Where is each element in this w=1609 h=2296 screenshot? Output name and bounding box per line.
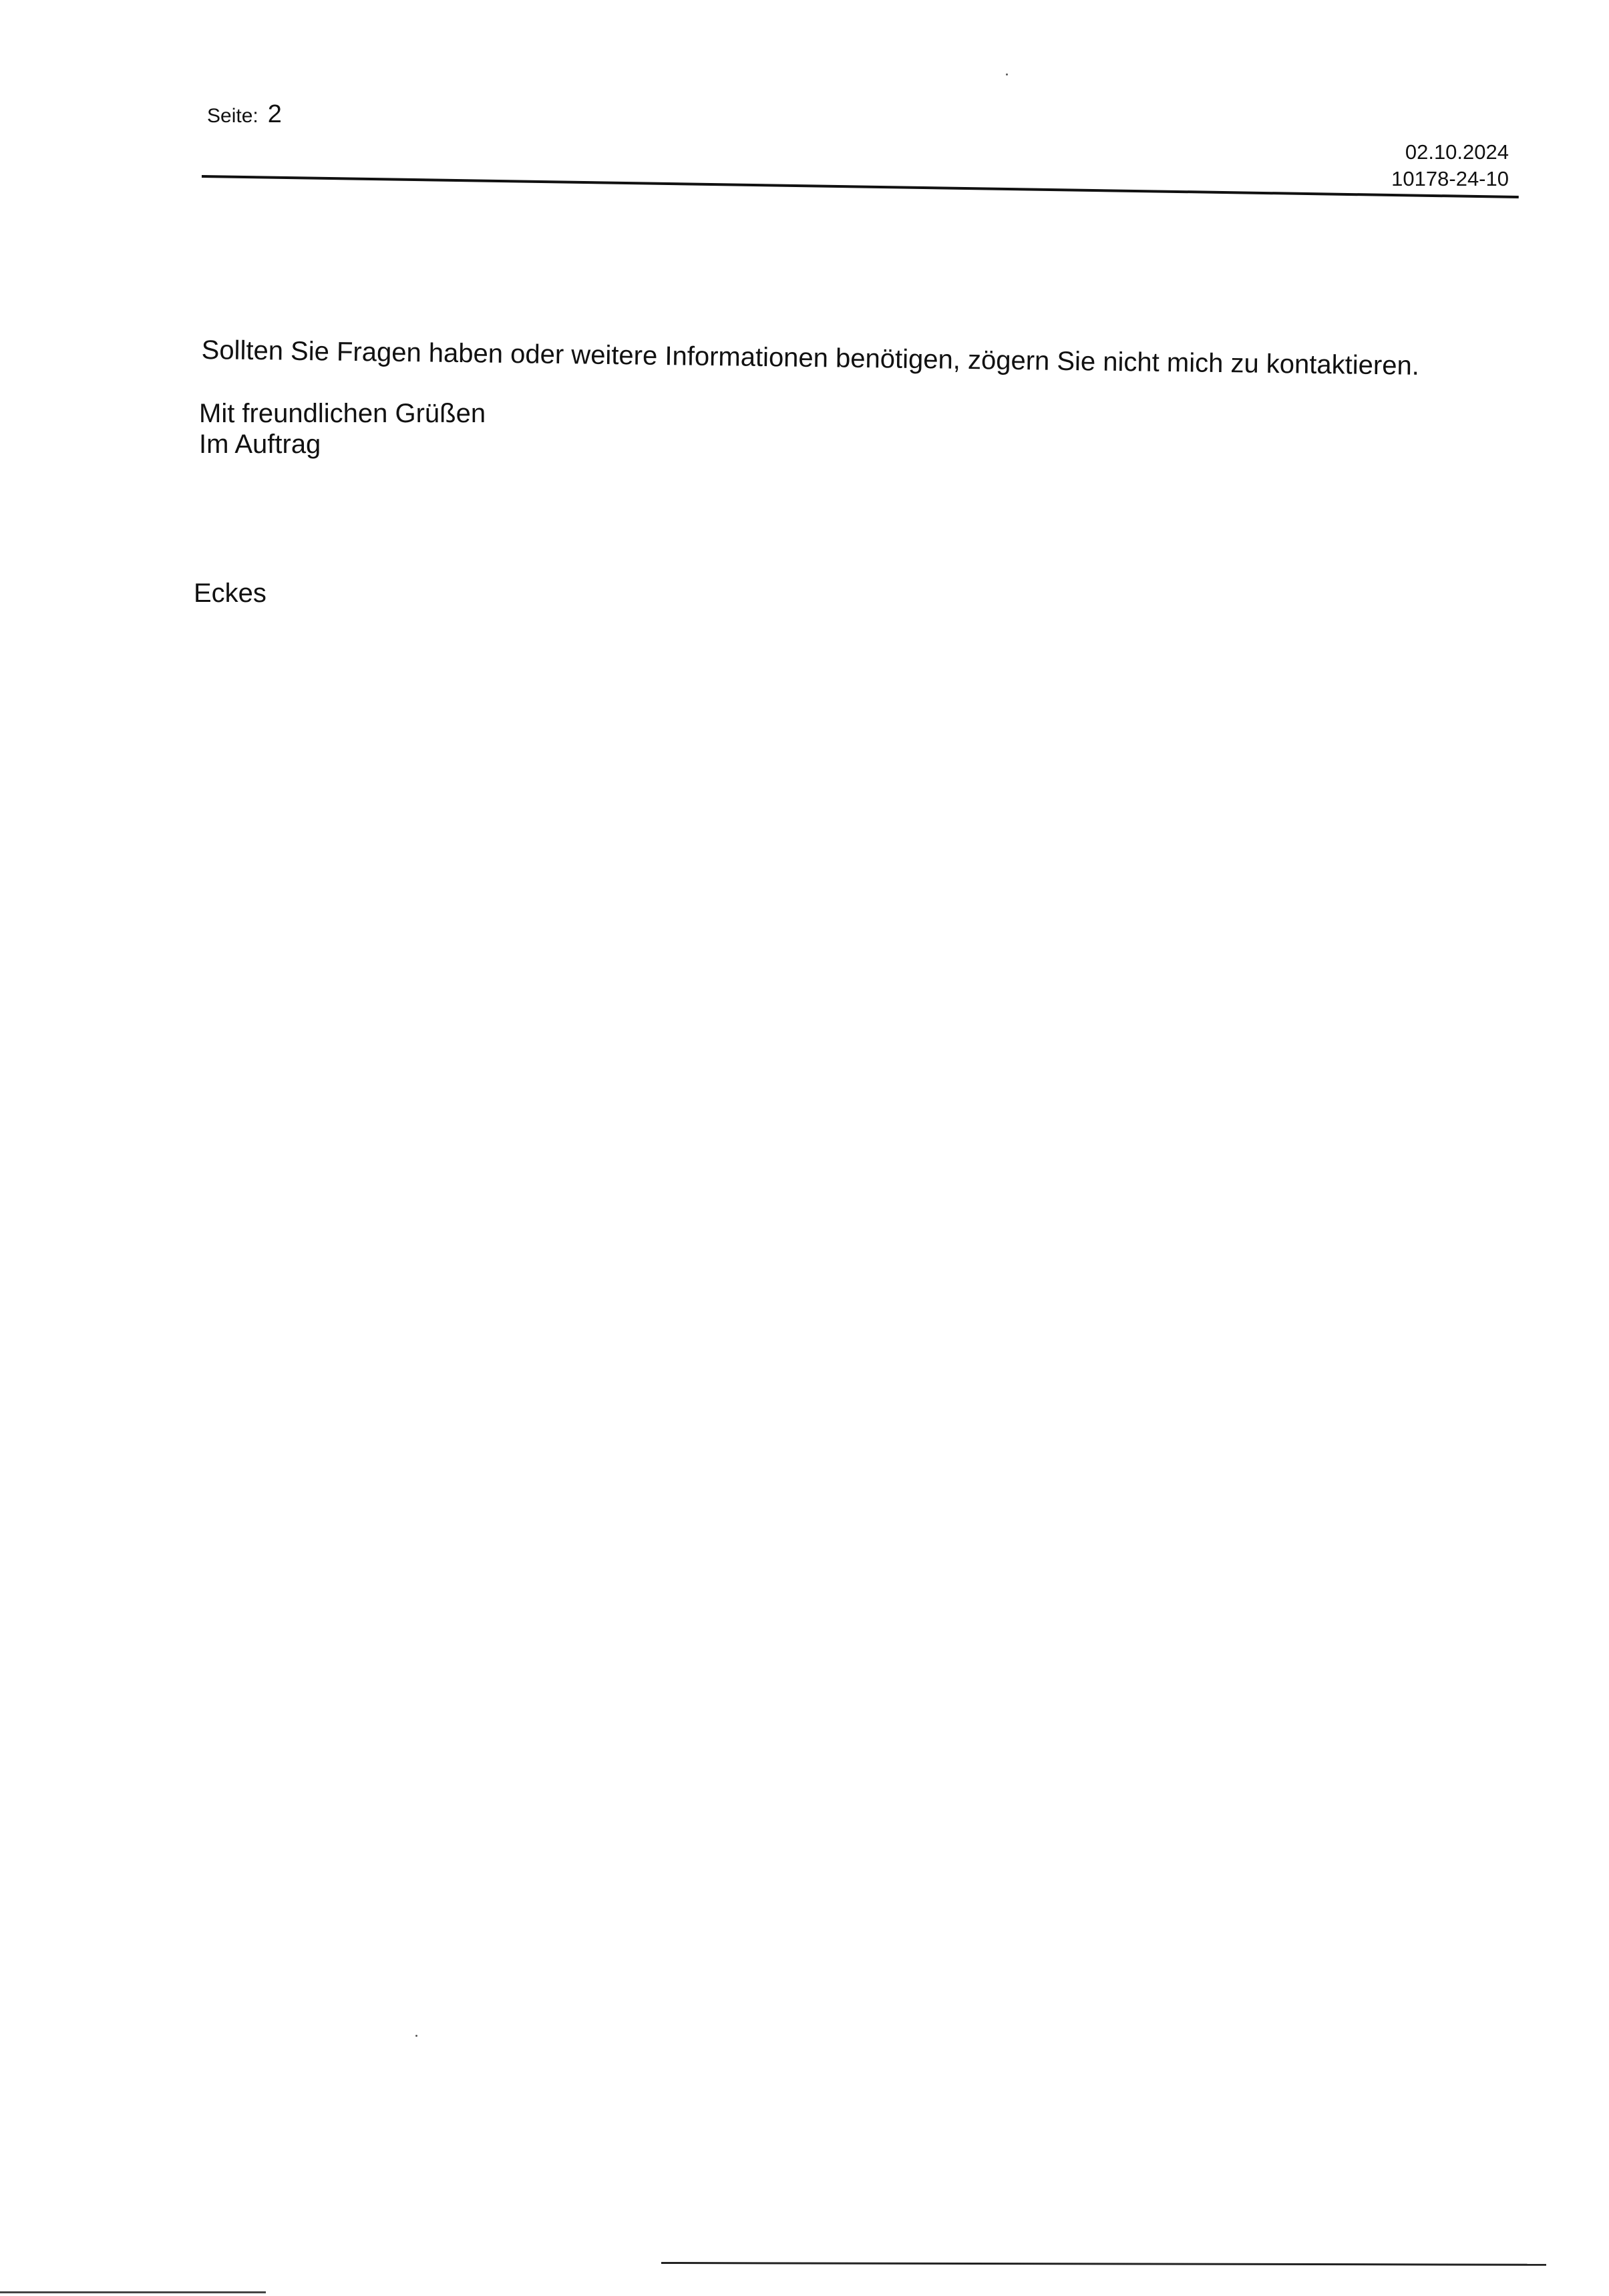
letter-reference: 10178-24-10 (1391, 167, 1509, 190)
closing-greeting: Mit freundlichen Grüßen (199, 399, 486, 428)
page-label: Seite: (207, 105, 258, 127)
scan-speck (415, 2035, 417, 2037)
signature-name: Eckes (194, 579, 266, 608)
letter-body: Sollten Sie Fragen haben oder weitere Informationen benötigen, zögern Sie nicht mich zu kontaktieren. (201, 335, 1420, 381)
page-indicator (207, 100, 282, 129)
header-divider (202, 175, 1519, 198)
letter-date: 02.10.2024 (1405, 140, 1509, 164)
closing-on-behalf: Im Auftrag (199, 430, 321, 459)
letter-closing (199, 398, 486, 460)
page-number: 2 (267, 100, 282, 128)
footer-divider (661, 2262, 1546, 2266)
letter-meta (1391, 139, 1509, 192)
scan-speck (1006, 73, 1008, 75)
footer-edge-line (0, 2291, 266, 2293)
